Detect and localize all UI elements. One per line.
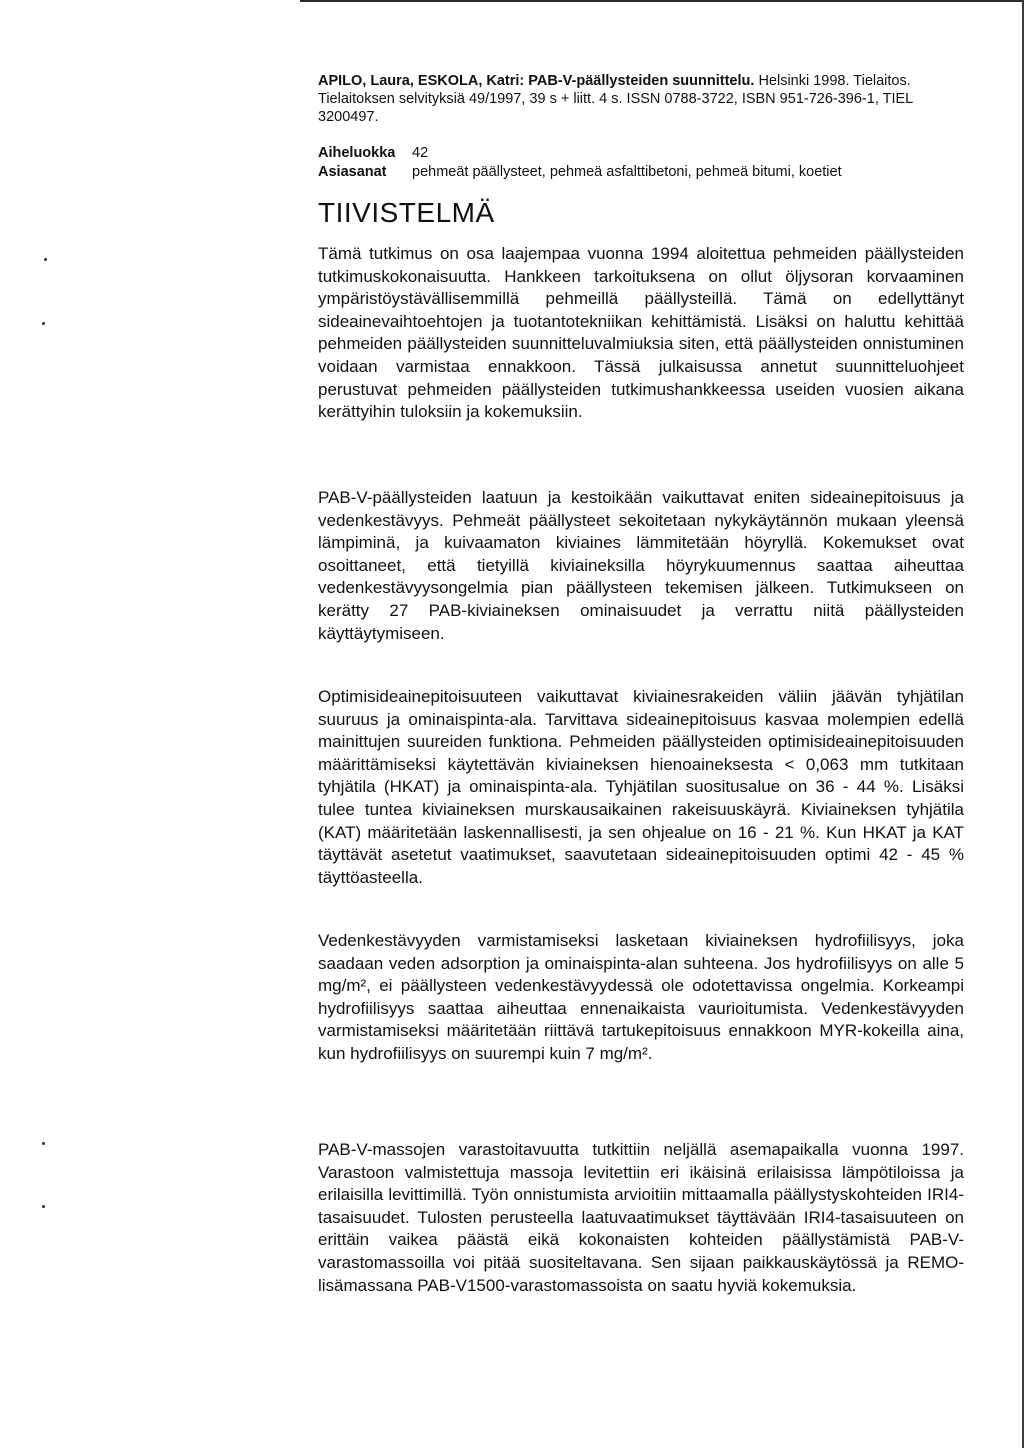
abstract-paragraph: Tämä tutkimus on osa laajempaa vuonna 1994 aloitettua pehmeiden päällysteiden tutkimuskokonaisuutta. Hankkeen tarkoituksena on ollut öljysoran korvaaminen ympäristöystävällisemmillä pehmeillä päällysteillä. Tämä on edellyttänyt sideainevaihtoehtojen ja tuotantotekniikan kehittämistä. Lisäksi on haluttu kehittää pehmeiden päällysteiden suunnitteluvalmiuksia siten, että päällysteiden onnistuminen voidaan varmistaa ennakkoon. Tässä julkaisussa annetut suunnitteluohjeet perustuvat pehmeiden päällysteiden tutkimushankkeessa useiden vuosien aikana kerättyihin tuloksiin ja kokemuksiin. — [318, 244, 964, 422]
abstract-paragraph: PAB-V-massojen varastoitavuutta tutkittiin neljällä asemapaikalla vuonna 1997. Varastoon valmistettuja massoja levitettiin eri ikäisinä erilaisissa lämpötiloissa ja erilaisilla levittimillä. Työn onnistumista arvioitiin mittaamalla päällystyskohteiden IRI4-tasaisuudet. Tulosten perusteella laatuvaatimukset täyttävään IRI4-tasaisuuteen on erittäin vaikea päästä eikä kokonaisten kohteiden päällystämistä PAB-V-varastomassoilla voi pitää suositeltavana. Sen sijaan paikkauskäytössä ja REMO-lisämassana PAB-V1500-varastomassoista on saatu hyviä kokemuksia. — [318, 1140, 964, 1295]
keywords-label: Asiasanat — [318, 164, 387, 180]
reference-authors: APILO, Laura, ESKOLA, Katri: PAB-V-päällysteiden suunnittelu. — [318, 73, 755, 89]
classification-label: Aiheluokka — [318, 145, 396, 161]
scan-speck — [42, 1142, 45, 1145]
scan-speck — [42, 322, 45, 325]
abstract-paragraph: Optimisideainepitoisuuteen vaikuttavat kiviainesrakeiden väliin jäävän tyhjätilan suuruus ja ominaispinta-ala. Tarvittava sideainepitoisuus kasvaa molempien edellä mainittujen suureiden funktiona. Pehmeiden päällysteiden optimisideainepitoisuuden määrittämiseksi käytettävän kiviaineksen hienoaineksesta < 0,063 mm tutkitaan tyhjätila (HKAT) ja ominaispinta-ala. Tyhjätilan suositusalue on 36 - 44 %. Lisäksi tulee tuntea kiviaineksen murskausaikainen rakeisuuskäyrä. Kiviaineksen tyhjätila (KAT) määritetään laskennallisesti, ja sen ohjealue on 16 - 21 %. Kun HKAT ja KAT täyttävät asetetut vaatimukset, saavutetaan sideainepitoisuuden optimi 42 - 45 % täyttöasteella. — [318, 687, 964, 887]
keywords-value: pehmeät päällysteet, pehmeä asfalttibetoni, pehmeä bitumi, koetiet — [412, 164, 842, 180]
scan-speck — [44, 258, 47, 261]
classification-row — [318, 143, 978, 163]
bibliographic-reference — [318, 72, 970, 126]
abstract-paragraph: Vedenkestävyyden varmistamiseksi lasketaan kiviaineksen hydrofiilisyys, joka saadaan veden adsorption ja ominaispinta-alan suhteena. Jos hydrofiilisyys on alle 5 mg/m², ei päällysteen vedenkestävyydessä ole odotettavissa ongelmia. Korkeampi hydrofiilisyys saattaa aiheuttaa ennenaikaista vaurioitumista. Vedenkestävyyden varmistamiseksi määritetään riittävä tartukepitoisuus ennakkoon MYR-kokeilla aina, kun hydrofiilisyys on suurempi kuin 7 mg/m². — [318, 931, 964, 1063]
abstract-paragraph: PAB-V-päällysteiden laatuun ja kestoikään vaikuttavat eniten sideainepitoisuus ja vedenkestävyys. Pehmeät päällysteet sekoitetaan nykykäytännön mukaan yleensä lämpiminä, ja kuivaamaton kiviaines lämmitetään höyryllä. Kokemukset ovat osoittaneet, että tietyillä kiviaineksilla höyrykuumennus saattaa aiheuttaa vedenkestävyysongelmia pian päällysteen tekemisen jälkeen. Tutkimukseen on kerätty 27 PAB-kiviaineksen ominaisuudet ja verrattu niitä päällysteiden käyttäytymiseen. — [318, 488, 964, 643]
classification-value: 42 — [412, 145, 429, 161]
keywords-row — [318, 162, 978, 182]
scan-speck — [42, 1205, 45, 1208]
reference-details: Helsinki 1998. Tielaitos. Tielaitoksen selvityksiä 49/1997, 39 s + liitt. 4 s. ISSN 0788-3722, ISBN 951-726-396-1, TIEL 3200497. — [318, 73, 913, 125]
scan-edge-top — [300, 0, 1024, 2]
section-title: TIIVISTELMÄ — [318, 197, 495, 228]
